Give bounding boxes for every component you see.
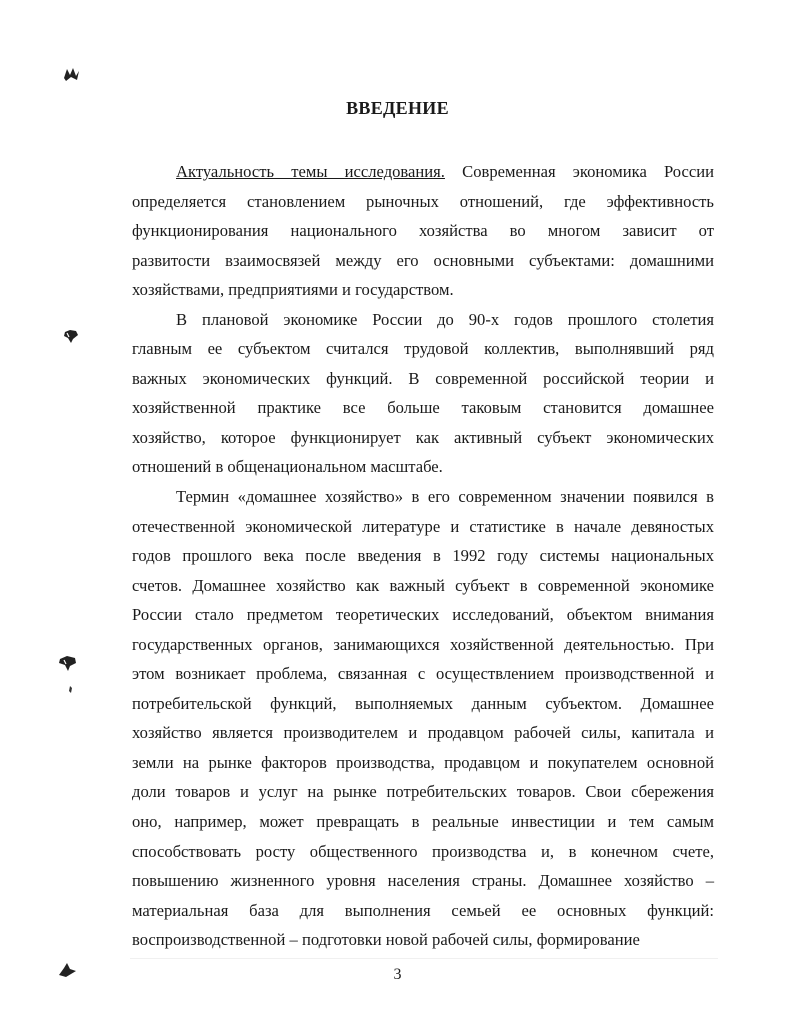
text-line: определяется становлением рыночных отношений, где эффективность (132, 191, 714, 211)
text-line: важных экономических функций. В современной российской теории и (132, 368, 714, 388)
text-line: способствовать росту общественного производства и, в конечном счете, (132, 841, 714, 861)
section-lead: Актуальность темы исследования. (176, 162, 445, 181)
text-line: повышению жизненного уровня населения страны. Домашнее хозяйство – (132, 871, 714, 891)
text-line: доли товаров и услуг на рынке потребительских товаров. Свои сбережения (132, 782, 714, 802)
document-heading: ВВЕДЕНИЕ (346, 98, 449, 118)
scan-mark-middle (58, 654, 78, 672)
body-text (132, 157, 714, 955)
text-line (132, 157, 714, 187)
text-line: России стало предметом теоретических исследований, объектом внимания (132, 605, 714, 625)
text-line: этом возникает проблема, связанная с осуществлением производственной и (132, 664, 714, 684)
text-line: хозяйство является производителем и продавцом рабочей силы, капитала и (132, 723, 714, 743)
text-line: потребительской функций, выполняемых данным субъектом. Домашнее (132, 693, 714, 713)
text-line: земли на рынке факторов производства, продавцом и покупателем основной (132, 752, 714, 772)
text-line: оно, например, может превращать в реальные инвестиции и тем самым (132, 812, 714, 832)
text-line: развитости взаимосвязей между его основными субъектами: домашними (132, 250, 714, 270)
scan-artifact-line (130, 958, 718, 959)
text-line: материальная база для выполнения семьей ее основных функций: (132, 900, 714, 920)
text-line: хозяйствами, предприятиями и государством. (132, 280, 454, 300)
text-line: государственных органов, занимающихся хозяйственной деятельностью. При (132, 634, 714, 654)
text-line: годов прошлого века после введения в 1992 году системы национальных (132, 546, 714, 566)
scan-mark-dot (68, 686, 74, 694)
text-line: главным ее субъектом считался трудовой коллектив, выполнявший ряд (132, 339, 714, 359)
text-line: В плановой экономике России до 90-х годов прошлого столетия (176, 309, 714, 329)
text-line: счетов. Домашнее хозяйство как важный субъект в современной экономике (132, 575, 714, 595)
text-line: отечественной экономической литературе и статистике в начале девяностых (132, 516, 714, 536)
scan-mark-upper (62, 328, 80, 344)
page-number: 3 (393, 966, 402, 983)
text-line: отношений в общенациональном масштабе. (132, 457, 443, 477)
text-line: Термин «домашнее хозяйство» в его современном значении появился в (176, 487, 714, 507)
scan-mark-top (62, 66, 82, 82)
text-run: Современная экономика России (444, 162, 714, 181)
text-line: хозяйственной практике все больше таковым становится домашнее (132, 398, 714, 418)
text-line: воспроизводственной – подготовки новой рабочей силы, формирование (132, 930, 640, 950)
text-line: хозяйство, которое функционирует как активный субъект экономических (132, 427, 714, 447)
text-line: функционирования национального хозяйства во многом зависит от (132, 221, 714, 241)
